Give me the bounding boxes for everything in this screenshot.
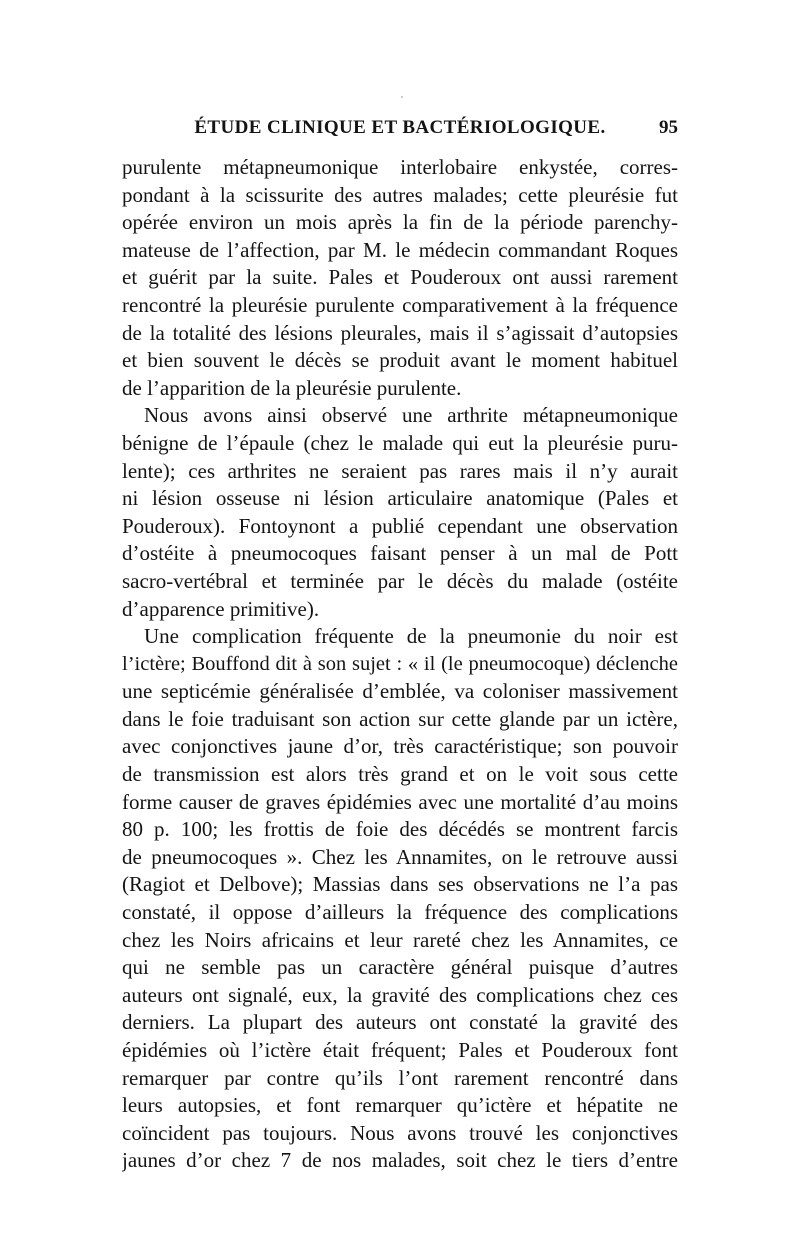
text-line: épidémies où l’ictère était fréquent; Pales et Pouderoux font: [122, 1038, 678, 1062]
text-line: jaunes d’or chez 7 de nos malades, soit chez le tiers d’entre: [122, 1148, 678, 1173]
text-line: de l’apparition de la pleurésie purulente.: [122, 375, 462, 400]
text-line: et bien souvent le décès se produit avant le moment habituel: [122, 348, 678, 373]
text-line: l’ictère; Bouffond dit à son sujet : « il (le pneumocoque) déclenche: [122, 652, 678, 675]
text-line: Pouderoux). Fontoynont a publié cependant une observation: [122, 513, 678, 538]
text-line: de transmission est alors très grand et on le voit sous cette: [122, 762, 678, 787]
text-line: d’apparence primitive).: [122, 596, 320, 621]
text-line: et guérit par la suite. Pales et Pouderoux ont aussi rarement: [122, 265, 678, 290]
page-header: [122, 117, 678, 145]
text-line: purulente métapneumonique interlobaire enkystée, corres-: [122, 155, 678, 179]
text-line: rencontré la pleurésie purulente comparativement à la fréquence: [122, 292, 678, 317]
text-line: ni lésion osseuse ni lésion articulaire anatomique (Pales et: [122, 486, 678, 511]
text-line: sacro-vertébral et terminée par le décès du malade (ostéite: [122, 568, 678, 593]
text-line: derniers. La plupart des auteurs ont constaté la gravité des: [122, 1010, 678, 1035]
text-line: auteurs ont signalé, eux, la gravité des complications chez ces: [122, 982, 678, 1007]
text-line: dans le foie traduisant son action sur cette glande par un ictère,: [122, 706, 678, 731]
text-line: de la totalité des lésions pleurales, mais il s’agissait d’autopsies: [122, 320, 678, 345]
text-line: d’ostéite à pneumocoques faisant penser à un mal de Pott: [122, 541, 678, 566]
text-line: leurs autopsies, et font remarquer qu’ictère et hépatite ne: [122, 1093, 678, 1118]
text-line: coïncident pas toujours. Nous avons trouvé les conjonctives: [122, 1120, 678, 1145]
text-line: bénigne de l’épaule (chez le malade qui eut la pleurésie puru-: [122, 430, 678, 455]
page-number: 95: [659, 117, 678, 138]
text-line: opérée environ un mois après la fin de la période parenchy-: [122, 210, 678, 235]
paper-speck: [401, 96, 403, 98]
text-line: avec conjonctives jaune d’or, très caractéristique; son pouvoir: [122, 734, 678, 759]
text-line: qui ne semble pas un caractère général puisque d’autres: [122, 955, 678, 980]
text-line: chez les Noirs africains et leur rareté chez les Annamites, ce: [122, 927, 678, 952]
text-line: une septicémie généralisée d’emblée, va coloniser massivement: [122, 679, 678, 704]
body-text: [122, 154, 678, 1175]
text-line: forme causer de graves épidémies avec une mortalité d’au moins: [122, 789, 678, 814]
text-line: Une complication fréquente de la pneumonie du noir est: [144, 624, 678, 649]
text-line: (Ragiot et Delbove); Massias dans ses observations ne l’a pas: [122, 872, 678, 897]
text-line: de pneumocoques ». Chez les Annamites, on le retrouve aussi: [122, 844, 678, 869]
text-line: Nous avons ainsi observé une arthrite métapneumonique: [144, 403, 678, 428]
running-title: ÉTUDE CLINIQUE ET BACTÉRIOLOGIQUE.: [194, 117, 606, 138]
text-line: mateuse de l’affection, par M. le médecin commandant Roques: [122, 237, 678, 262]
text-line: lente); ces arthrites ne seraient pas rares mais il n’y aurait: [122, 458, 678, 483]
text-line: constaté, il oppose d’ailleurs la fréquence des complications: [122, 900, 678, 925]
text-line: remarquer par contre qu’ils l’ont rarement rencontré dans: [122, 1065, 678, 1090]
text-line: pondant à la scissurite des autres malades; cette pleurésie fut: [122, 182, 678, 207]
text-line: 80 p. 100; les frottis de foie des décédés se montrent farcis: [122, 817, 678, 842]
